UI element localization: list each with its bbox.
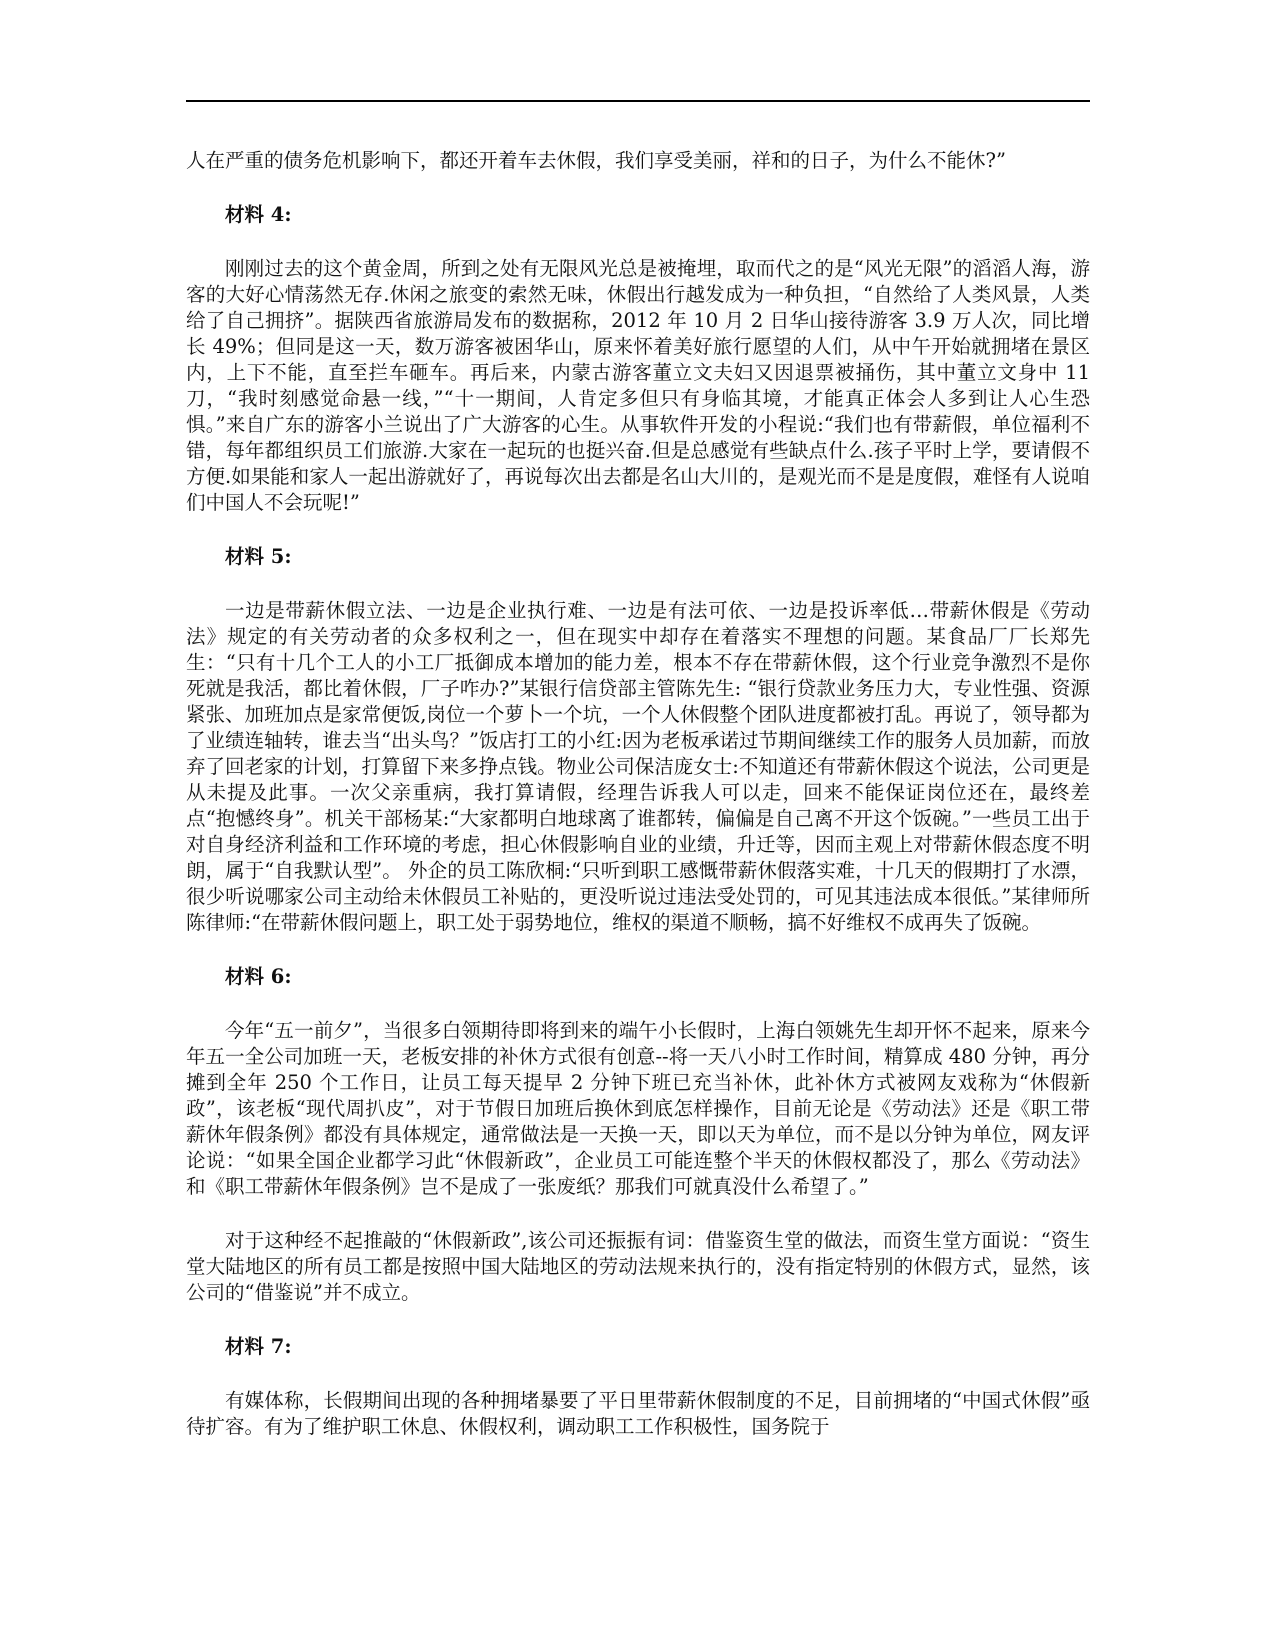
section-5-paragraph-1: 一边是带薪休假立法、一边是企业执行难、一边是有法可依、一边是投诉率低…带薪休假是《劳动法》规定的有关劳动者的众多权利之一，但在现实中却存在着落实不理想的问题。某食品厂厂长郑先生：“只有十几个工人的小工厂抵御成本增加的能力差，根本不存在带薪休假，这个行业竞争激烈不是你死就是我活，都比着休假，厂子咋办?”某银行信贷部主管陈先生: “银行贷款业务压力大，专业性强、资源紧张、加班加点是家常便饭,岗位一个萝卜一个坑，一个人休假整个团队进度都被打乱。再说了，领导都为了业绩连轴转，谁去当“出头鸟？”饭店打工的小红:因为老板承诺过节期间继续工作的服务人员加薪，而放弃了回老家的计划，打算留下来多挣点钱。物业公司保洁庞女士:不知道还有带薪休假这个说法，公司更是从未提及此事。一次父亲重病，我打算请假，经理告诉我人可以走，回来不能保证岗位还在，最终差点“抱憾终身”。机关干部杨某:“大家都明白地球离了谁都转，偏偏是自己离不开这个饭碗。”一些员工出于对自身经济利益和工作环境的考虑，担心休假影响自业的业绩，升迁等，因而主观上对带薪休假态度不明朗，属于“自我默认型”。 外企的员工陈欣桐:“只听到职工感慨带薪休假落实难，十几天的假期打了水漂，很少听说哪家公司主动给未休假员工补贴的，更没听说过违法受处罚的，可见其违法成本很低。”某律师所陈律师:“在带薪休假问题上，职工处于弱势地位，维权的渠道不顺畅，搞不好维权不成再失了饭碗。: [186, 599, 1091, 934]
section-heading-7: 材料 7:: [225, 1335, 292, 1358]
header-rule: [186, 100, 1090, 102]
section-heading-5: 材料 5:: [225, 545, 292, 568]
section-6-paragraph-1: 今年“五一前夕”，当很多白领期待即将到来的端午小长假时，上海白领姚先生却开怀不起来，原来今年五一全公司加班一天，老板安排的补休方式很有创意--将一天八小时工作时间，精算成 480 分钟，再分摊到全年 250 个工作日，让员工每天提早 2 分钟下班已充当补休，此补休方式被网友戏称为“休假新政”，该老板“现代周扒皮”，对于节假日加班后换休到底怎样操作，目前无论是《劳动法》还是《职工带薪休年假条例》都没有具体规定，通常做法是一天换一天，即以天为单位，而不是以分钟为单位，网友评论说：“如果全国企业都学习此“休假新政”，企业员工可能连整个半天的休假权都没了，那么《劳动法》和《职工带薪休年假条例》岂不是成了一张废纸？那我们可就真没什么希望了。”: [186, 1019, 1090, 1198]
section-heading-4: 材料 4:: [225, 203, 292, 226]
document-body: [186, 148, 1090, 1468]
section-6-paragraph-2: 对于这种经不起推敲的“休假新政”,该公司还振振有词：借鉴资生堂的做法，而资生堂方面说：“资生堂大陆地区的所有员工都是按照中国大陆地区的劳动法规来执行的，没有指定特别的休假方式，显然，该公司的“借鉴说”并不成立。: [186, 1229, 1090, 1304]
section-7-paragraph-1: 有媒体称，长假期间出现的各种拥堵暴要了平日里带薪休假制度的不足，目前拥堵的“中国式休假”亟待扩容。有为了维护职工休息、休假权利，调动职工工作积极性，国务院于: [186, 1389, 1090, 1438]
section-4-paragraph-1: 刚刚过去的这个黄金周，所到之处有无限风光总是被掩埋，取而代之的是“风光无限”的滔滔人海，游客的大好心情荡然无存.休闲之旅变的索然无味，休假出行越发成为一种负担，“自然给了人类风景，人类给了自己拥挤”。据陕西省旅游局发布的数据称，2012 年 10 月 2 日华山接待游客 3.9 万人次，同比增长 49%；但同是这一天，数万游客被困华山，原来怀着美好旅行愿望的人们，从中午开始就拥堵在景区内，上下不能，直至拦车砸车。再后来，内蒙古游客董立文夫妇又因退票被捅伤，其中董立文身中 11 刀，“我时刻感觉命悬一线，”“十一期间，人肯定多但只有身临其境，才能真正体会人多到让人心生恐惧。”来自广东的游客小兰说出了广大游客的心生。从事软件开发的小程说:“我们也有带薪假，单位福利不错，每年都组织员工们旅游.大家在一起玩的也挺兴奋.但是总感觉有些缺点什么.孩子平时上学，要请假不方便.如果能和家人一起出游就好了，再说每次出去都是名山大川的，是观光而不是是度假，难怪有人说咱们中国人不会玩呢!”: [186, 257, 1090, 514]
lead-paragraph: 人在严重的债务危机影响下，都还开着车去休假，我们享受美丽，祥和的日子，为什么不能休?”: [186, 149, 1006, 172]
section-heading-6: 材料 6:: [225, 965, 292, 988]
